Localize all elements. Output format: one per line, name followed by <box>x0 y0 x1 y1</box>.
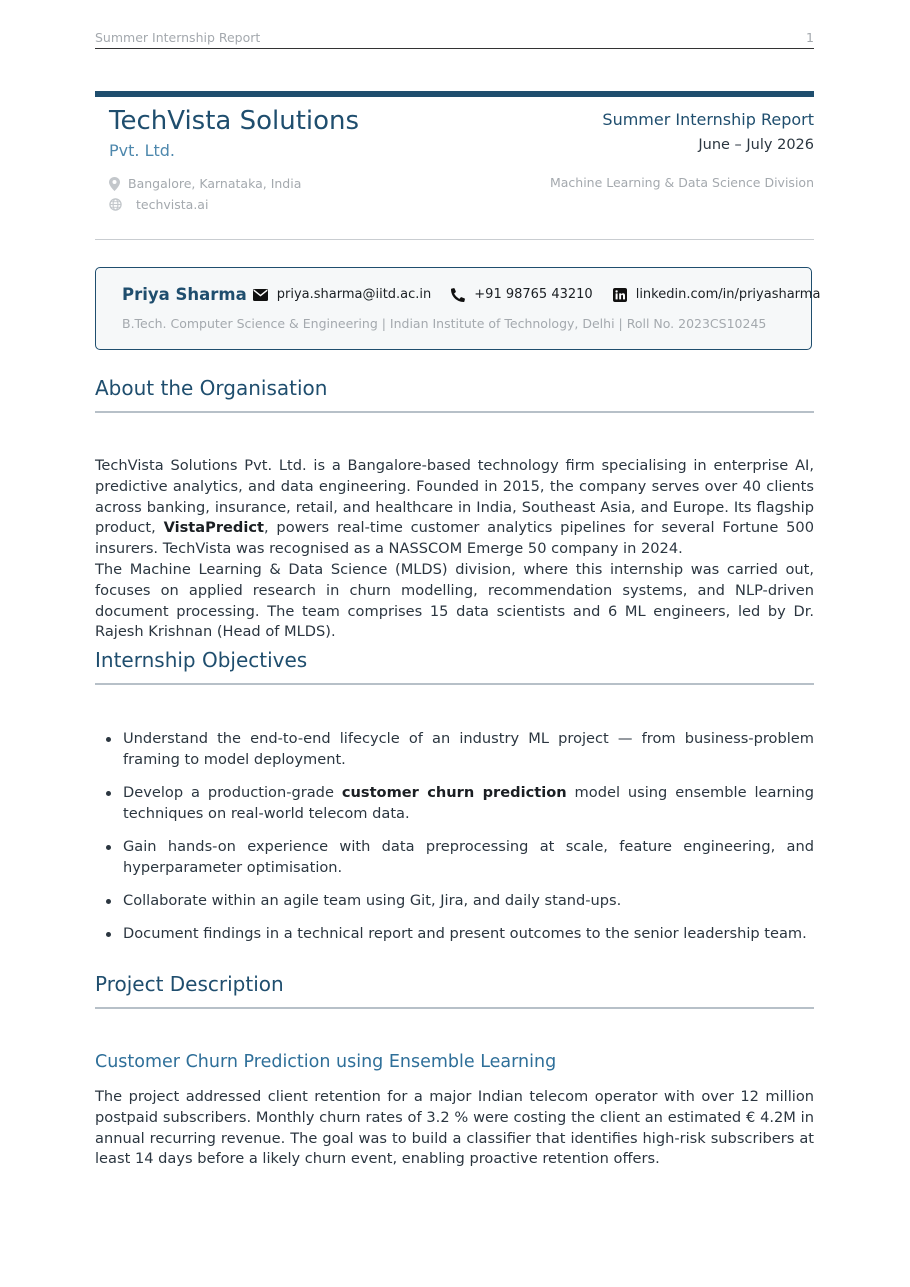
list-item: Collaborate within an agile team using Git, Jira, and daily stand-ups. <box>95 890 814 911</box>
company-website-text[interactable]: techvista.ai <box>136 197 209 212</box>
page-number: 1 <box>806 30 814 45</box>
list-item: Document findings in a technical report and present outcomes to the senior leadership team. <box>95 923 814 944</box>
student-linkedin[interactable] <box>613 287 821 302</box>
project-subtitle: Customer Churn Prediction using Ensemble Learning <box>95 1052 557 1072</box>
student-details: B.Tech. Computer Science & Engineering | Indian Institute of Technology, Delhi | Roll No. 2023CS10245 <box>122 316 767 331</box>
running-header <box>95 30 814 49</box>
accent-bar <box>95 91 814 97</box>
phone-icon <box>451 288 474 302</box>
objectives-list <box>95 728 814 956</box>
student-email-text: priya.sharma@iitd.ac.in <box>276 287 432 302</box>
list-item: Gain hands-on experience with data preprocessing at scale, feature engineering, and hyperparameter optimisation. <box>95 836 814 878</box>
section-rule-about <box>95 411 814 413</box>
product-name: VistaPredict <box>163 519 264 537</box>
header-divider <box>95 239 814 240</box>
company-suffix: Pvt. Ltd. <box>109 141 175 160</box>
student-linkedin-text: linkedin.com/in/priyasharma <box>635 287 821 302</box>
section-rule-objectives <box>95 683 814 685</box>
linkedin-icon <box>613 288 636 302</box>
student-phone-text: +91 98765 43210 <box>474 287 593 302</box>
student-phone[interactable] <box>451 287 592 302</box>
company-location-text: Bangalore, Karnataka, India <box>128 176 302 191</box>
envelope-icon <box>253 289 277 301</box>
map-pin-icon <box>109 177 120 191</box>
project-paragraph: The project addressed client retention for a major Indian telecom operator with over 12 million postpaid subscribers. Monthly churn rates of 3.2 % were costing the client an estimated € 4.2M in annual recurring revenue. The goal was to build a classifier that identifies high-risk subscribers at least 14 days before a likely churn event, enabling proactive retention offers. <box>95 1088 814 1168</box>
running-header-title: Summer Internship Report <box>95 30 261 45</box>
student-name: Priya Sharma <box>122 285 247 304</box>
objective-text: Develop a production-grade <box>123 784 342 801</box>
about-p1-text-cont: , powers real-time customer analytics pipelines for several Fortune 500 insurers. TechVista was recognised as a NASSCOM Emerge 50 company in 2024. <box>95 519 814 558</box>
company-location <box>109 176 301 191</box>
company-website <box>109 197 208 212</box>
objective-text-cont: model using ensemble learning techniques on real-world telecom data. <box>123 784 815 822</box>
about-paragraph-1 <box>95 456 814 560</box>
about-paragraph-2: The Machine Learning & Data Science (MLDS) division, where this internship was carried out, focuses on applied research in churn modelling, recommendation systems, and NLP-driven document processing. The team comprises 15 data scientists and 6 ML engineers, led by Dr. Rajesh Krishnan (Head of MLDS). <box>95 561 814 641</box>
report-dates: June – July 2026 <box>698 137 814 153</box>
student-info-box <box>95 267 821 350</box>
globe-icon <box>109 198 122 211</box>
section-rule-project <box>95 1007 814 1009</box>
student-email[interactable] <box>253 287 432 302</box>
company-name: TechVista Solutions <box>109 106 360 136</box>
report-division: Machine Learning & Data Science Division <box>549 175 814 190</box>
student-contact-row <box>122 285 820 304</box>
section-title-about: About the Organisation <box>95 376 328 400</box>
objective-highlight: customer churn prediction <box>341 784 567 801</box>
list-item <box>95 782 814 824</box>
report-title: Summer Internship Report <box>602 110 814 129</box>
about-p1-text: TechVista Solutions Pvt. Ltd. is a Bangalore-based technology firm specialising in enterprise AI, predictive analytics, and data engineering. Founded in 2015, the company serves over 40 clients across banking, insurance, retail, and healthcare in India, Southeast Asia, and Europe. Its flagship product, <box>95 457 814 537</box>
section-title-project: Project Description <box>95 972 284 996</box>
section-title-objectives: Internship Objectives <box>95 648 308 672</box>
list-item: Understand the end-to-end lifecycle of an industry ML project — from business-problem framing to model deployment. <box>95 728 814 770</box>
